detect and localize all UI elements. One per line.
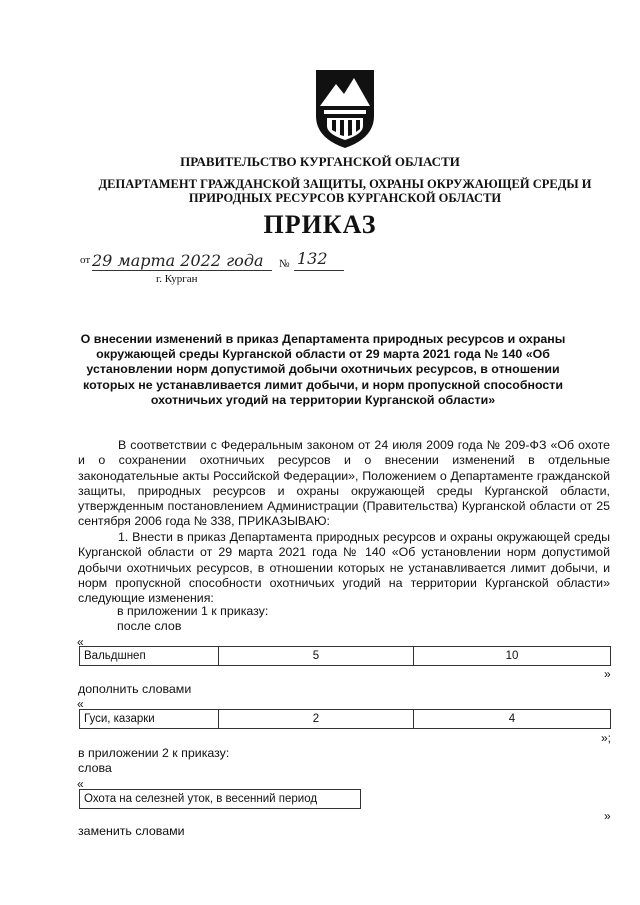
open-quote-3: « bbox=[77, 777, 84, 791]
add-words-line: дополнить словами bbox=[78, 682, 192, 696]
table-woodcock bbox=[79, 646, 611, 666]
replace-words-line: заменить словами bbox=[78, 824, 185, 838]
table-cell-name: Гуси, казарки bbox=[80, 710, 219, 729]
annex1-line: в приложении 1 к приказу: bbox=[117, 604, 269, 618]
department-title: ДЕПАРТАМЕНТ ГРАЖДАНСКОЙ ЗАЩИТЫ, ОХРАНЫ ОКРУЖАЮЩЕЙ СРЕДЫ И ПРИРОДНЫХ РЕСУРСОВ КУРГАНСКОЙ ОБЛАСТИ bbox=[98, 177, 592, 205]
coat-of-arms-emblem bbox=[310, 66, 380, 150]
table-cell-col3: 4 bbox=[414, 710, 611, 729]
close-quote-semicolon: »; bbox=[601, 731, 612, 745]
words-line: слова bbox=[78, 761, 112, 775]
open-quote-1: « bbox=[77, 635, 84, 649]
from-label: от bbox=[80, 254, 91, 266]
table-cell-col2: 5 bbox=[219, 647, 414, 666]
table-cell-name: Вальдшнеп bbox=[80, 647, 219, 666]
number-handwritten: 132 bbox=[297, 249, 328, 268]
table-cell-col2: 2 bbox=[219, 710, 414, 729]
order-title: ПРИКАЗ bbox=[263, 210, 377, 239]
after-words-line: после слов bbox=[117, 619, 182, 633]
annex2-line: в приложении 2 к приказу: bbox=[78, 746, 230, 760]
preamble-paragraph: В соответствии с Федеральным законом от 24 июля 2009 года № 209-ФЗ «Об охоте и о сохранении охотничьих ресурсов и о внесении изменений в отдельные законодательные акты Российской Федерации», Положением о Департаменте гражданской защиты, природных ресурсов и охраны окружающей среды Курганской области, утвержденным постановлением Администрации (Правительства) Курганской области от 25 сентября 2006 года № 338, ПРИКАЗЫВАЮ: bbox=[78, 438, 610, 529]
table-geese bbox=[79, 709, 611, 729]
table-row bbox=[80, 710, 611, 729]
date-underline bbox=[92, 270, 272, 271]
table-cell-col3: 10 bbox=[414, 647, 611, 666]
number-label: № bbox=[279, 258, 290, 270]
table-cell-name: Охота на селезней уток, в весенний период bbox=[80, 790, 361, 809]
close-quote-1: » bbox=[604, 667, 611, 681]
item-1-paragraph: 1. Внести в приказ Департамента природных ресурсов и охраны окружающей среды Курганской области от 29 марта 2021 года № 140 «Об установлении норм допустимой добычи охотничьих ресурсов, в отношении которых не устанавливается лимит добычи, и норм пропускной способности охотничьих угодий на территории Курганской области» следующие изменения: bbox=[78, 530, 610, 606]
date-handwritten: 29 марта 2022 года bbox=[92, 251, 264, 270]
table-row bbox=[80, 790, 361, 809]
table-row bbox=[80, 647, 611, 666]
open-quote-2: « bbox=[77, 697, 84, 711]
table-spring-hunt bbox=[79, 789, 361, 809]
government-title: ПРАВИТЕЛЬСТВО КУРГАНСКОЙ ОБЛАСТИ bbox=[180, 154, 460, 169]
close-quote-3: » bbox=[604, 809, 611, 823]
number-underline bbox=[294, 270, 344, 271]
city-label: г. Курган bbox=[156, 273, 198, 285]
order-subject: О внесении изменений в приказ Департамента природных ресурсов и охраны окружающей среды Курганской области от 29 марта 2021 года № 140 «Об установлении норм допустимой добычи охотничьих ресурсов, в отношении которых не устанавливается лимит добычи, и норм пропускной способности охотничьих угодий на территории Курганской области» bbox=[80, 332, 566, 407]
